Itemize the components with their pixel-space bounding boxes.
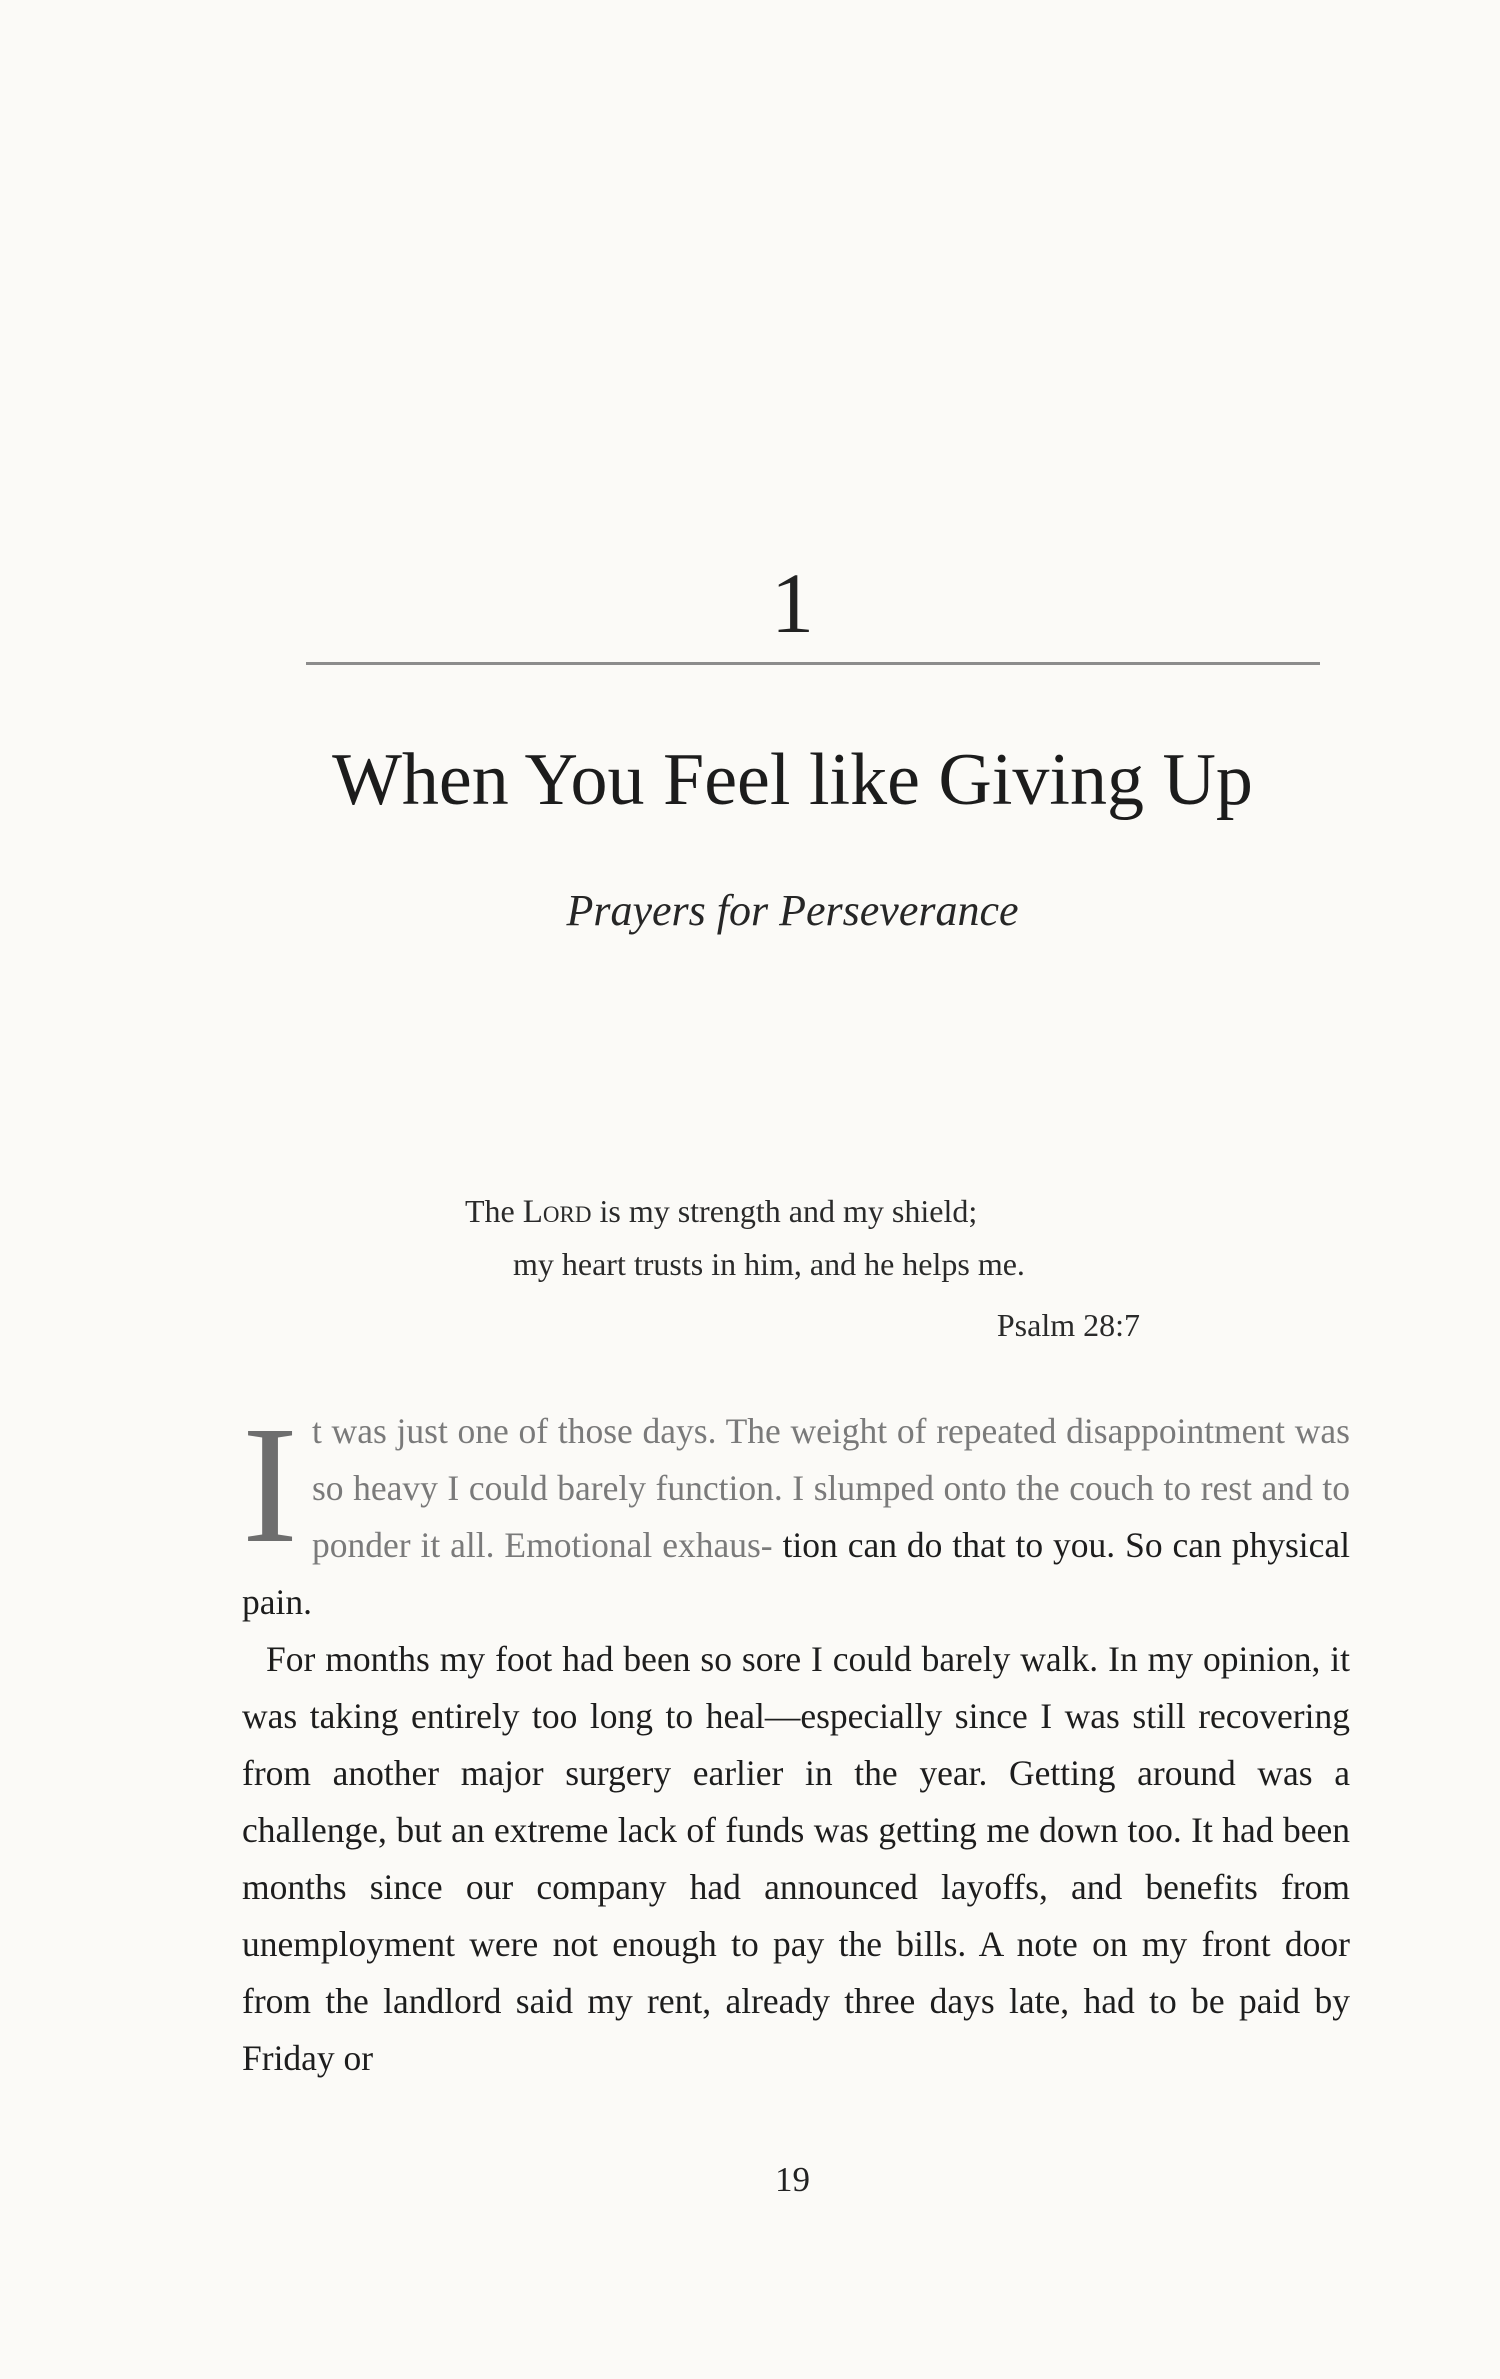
drop-cap: I [242,1392,298,1578]
epigraph-line-1-end: is my strength and my shield; [591,1193,978,1229]
paragraph-1 [242,1392,1350,1631]
epigraph-line-1-start: The [465,1193,523,1229]
chapter-divider [306,662,1320,665]
epigraph-lord: Lord [522,1194,592,1230]
epigraph-line-1 [465,1185,1025,1238]
chapter-number: 1 [771,555,814,651]
epigraph [465,1185,1025,1290]
chapter-subtitle: Prayers for Perseverance [566,886,1019,935]
chapter-title: When You Feel like Giving Up [332,739,1253,821]
paragraph-1-text: tion can do that to you. So can physical pain. [242,1525,1350,1622]
paragraph-2: For months my foot had been so sore I could barely walk. In my opinion, it was taking entirely too long to heal—especially since I was still recovering from another major surgery earlier in the year. Getting around was a challenge, but an extreme lack of funds was getting me down too. It had been months since our company had announced layoffs, and benefits from unemployment were not enough to pay the bills. A note on my front door from the landlord said my rent, already three days late, had to be paid by Friday or [242,1639,1350,2078]
paragraph-1-faded-text: t was just one of those days. The weight of repeated disappointment was so heavy I could barely function. I slumped onto the couch to rest and to ponder it all. Emotional exhaus- [311,1411,1350,1565]
body-text [242,1392,1350,2087]
page-number: 19 [775,2160,810,2199]
epigraph-line-2: my heart trusts in him, and he helps me. [513,1246,1025,1282]
epigraph-reference: Psalm 28:7 [996,1307,1140,1343]
